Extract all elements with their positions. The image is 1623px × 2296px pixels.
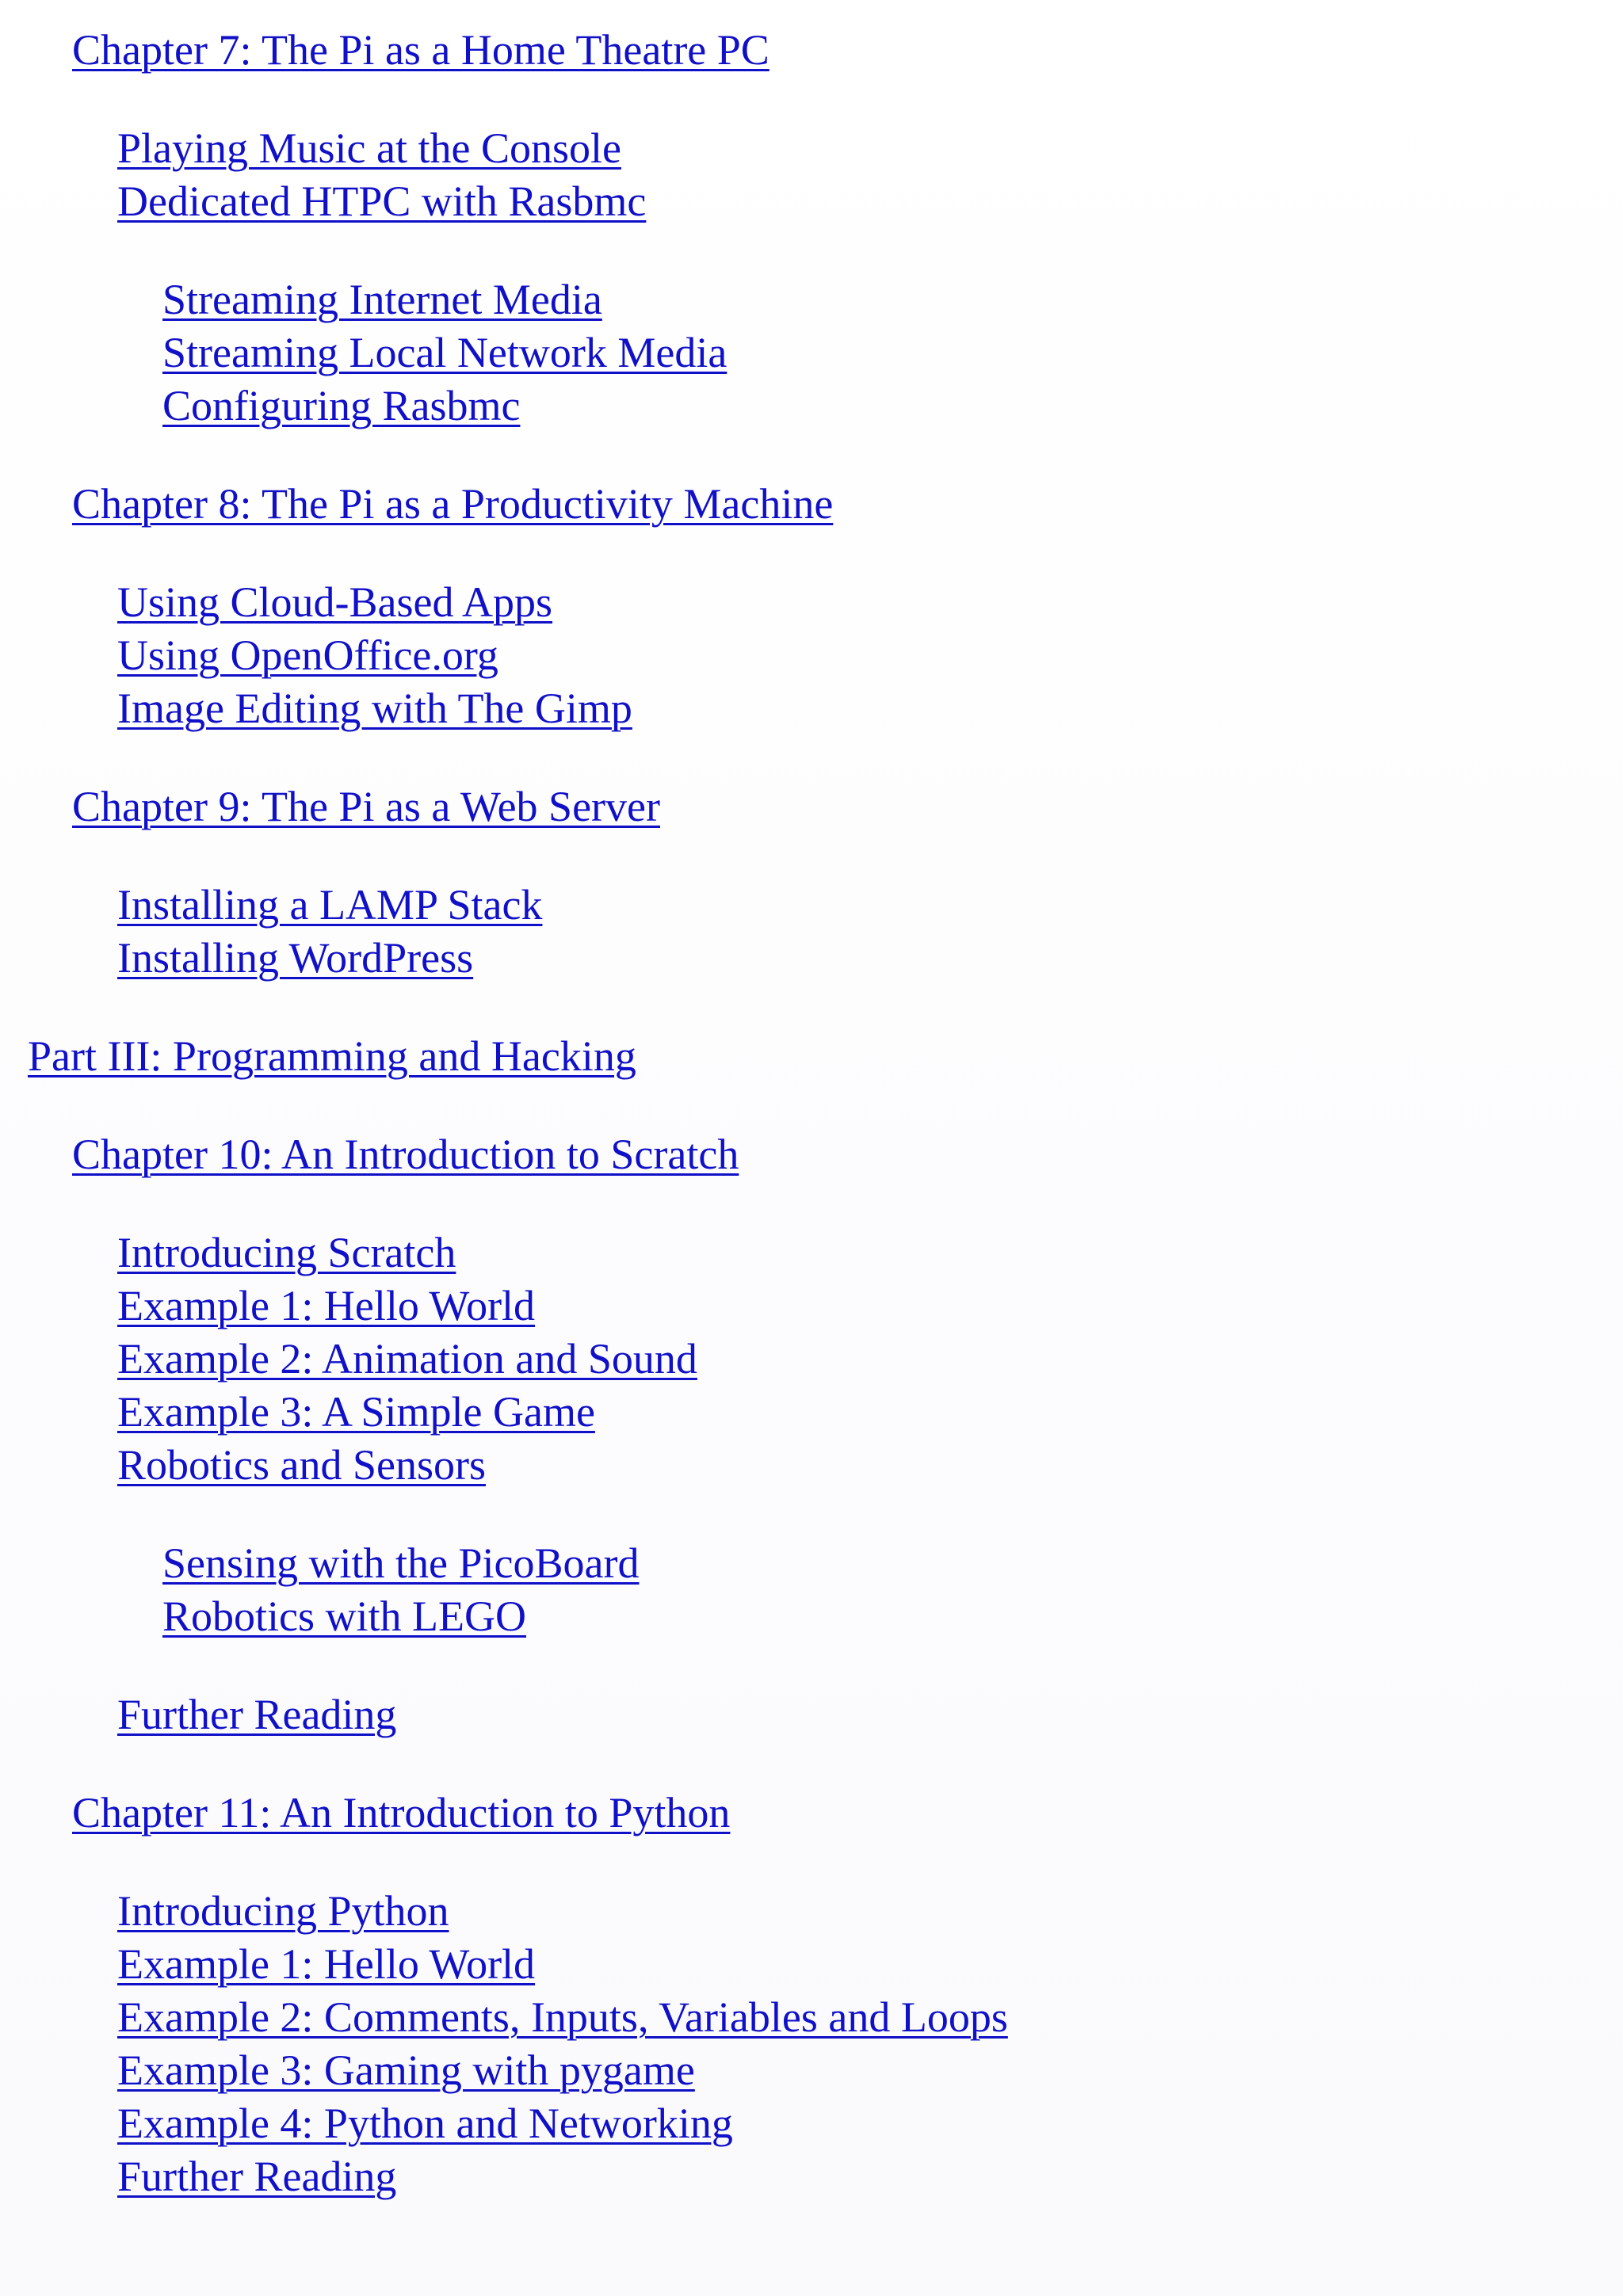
toc-scratch-example-2-link[interactable]: Example 2: Animation and Sound	[117, 1335, 697, 1383]
toc-scratch-example-3-link[interactable]: Example 3: A Simple Game	[117, 1388, 595, 1436]
toc-scratch-example-1-link[interactable]: Example 1: Hello World	[117, 1282, 536, 1329]
toc-python-example-3-link[interactable]: Example 3: Gaming with pygame	[117, 2046, 695, 2094]
toc-lego-link[interactable]: Robotics with LEGO	[162, 1592, 526, 1640]
toc-cloud-apps-link[interactable]: Using Cloud-Based Apps	[117, 578, 553, 626]
toc-picoboard-link[interactable]: Sensing with the PicoBoard	[162, 1539, 640, 1587]
toc-python-example-1-link[interactable]: Example 1: Hello World	[117, 1940, 536, 1988]
toc-introducing-scratch-link[interactable]: Introducing Scratch	[117, 1229, 456, 1276]
toc-python-example-2-link[interactable]: Example 2: Comments, Inputs, Variables and Loops	[117, 1993, 1008, 2041]
toc-dedicated-htpc-link[interactable]: Dedicated HTPC with Rasbmc	[117, 177, 647, 225]
toc-part-3-link[interactable]: Part III: Programming and Hacking	[28, 1032, 636, 1080]
toc-streaming-local-link[interactable]: Streaming Local Network Media	[162, 329, 727, 376]
toc-chapter-8-link[interactable]: Chapter 8: The Pi as a Productivity Machine	[72, 480, 834, 528]
toc-configuring-rasbmc-link[interactable]: Configuring Rasbmc	[162, 382, 521, 429]
toc-introducing-python-link[interactable]: Introducing Python	[117, 1887, 449, 1935]
toc-lamp-stack-link[interactable]: Installing a LAMP Stack	[117, 881, 543, 929]
toc-python-further-reading-link[interactable]: Further Reading	[117, 2153, 397, 2200]
toc-python-example-4-link[interactable]: Example 4: Python and Networking	[117, 2100, 733, 2147]
toc-streaming-internet-link[interactable]: Streaming Internet Media	[162, 276, 602, 323]
toc-chapter-7-link[interactable]: Chapter 7: The Pi as a Home Theatre PC	[72, 26, 769, 74]
toc-scratch-further-reading-link[interactable]: Further Reading	[117, 1691, 397, 1738]
toc-robotics-sensors-link[interactable]: Robotics and Sensors	[117, 1441, 486, 1489]
toc-chapter-9-link[interactable]: Chapter 9: The Pi as a Web Server	[72, 783, 660, 830]
toc-chapter-10-link[interactable]: Chapter 10: An Introduction to Scratch	[72, 1131, 739, 1178]
toc-gimp-link[interactable]: Image Editing with The Gimp	[117, 685, 632, 732]
toc-openoffice-link[interactable]: Using OpenOffice.org	[117, 631, 498, 679]
toc-chapter-11-link[interactable]: Chapter 11: An Introduction to Python	[72, 1789, 731, 1836]
toc-wordpress-link[interactable]: Installing WordPress	[117, 934, 474, 982]
toc-playing-music-link[interactable]: Playing Music at the Console	[117, 124, 621, 172]
